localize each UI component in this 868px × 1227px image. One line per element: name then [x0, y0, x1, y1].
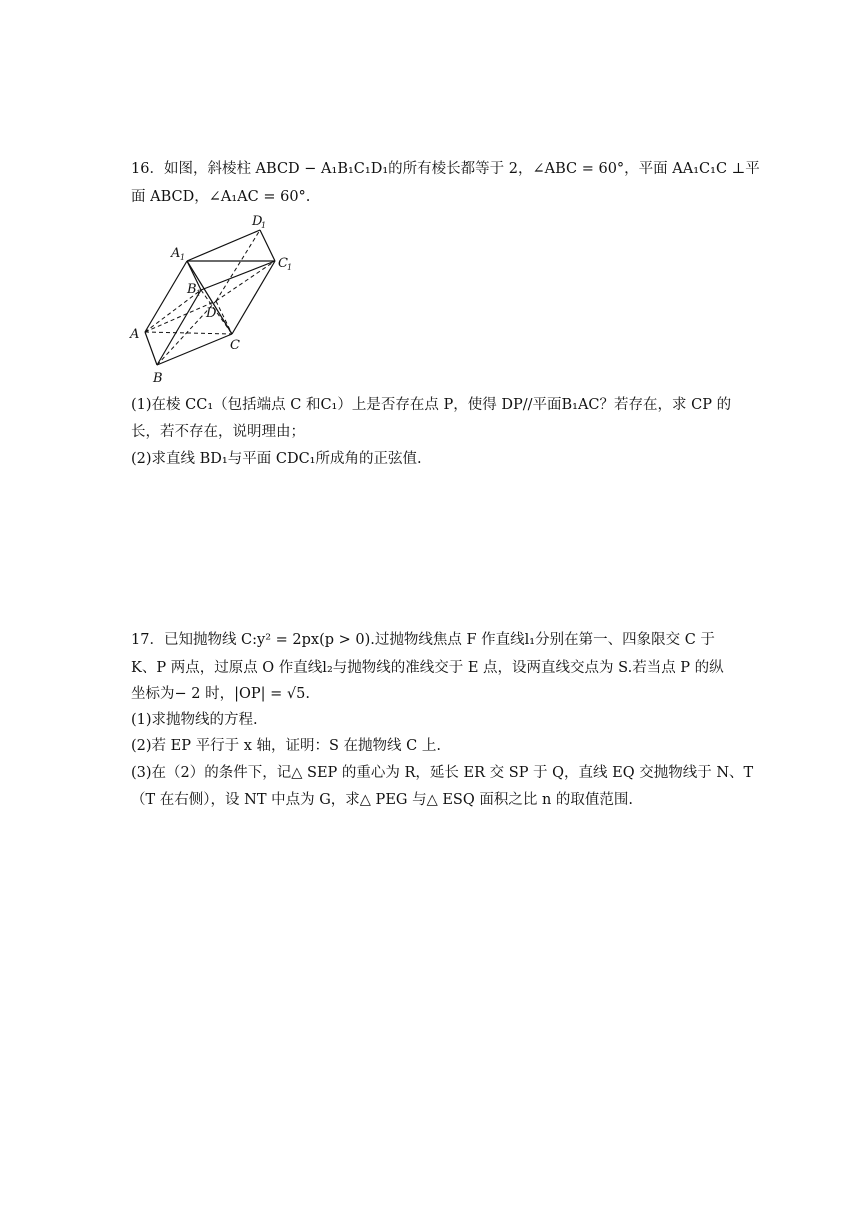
label-C: C: [230, 338, 240, 353]
problem-17-statement-line-2: K、P 两点，过原点 O 作直线l₂与抛物线的准线交于 E 点，设两直线交点为 S.若当点 P 的纵: [131, 660, 724, 676]
edge-DC: [216, 301, 232, 334]
label-D: D: [206, 306, 217, 321]
label-A1: A: [171, 246, 181, 261]
prism-figure: [128, 205, 308, 390]
label-D1-sub: 1: [261, 221, 267, 230]
problem-17-statement-line-3: 坐标为− 2 时，|OP| = √5.: [131, 686, 310, 702]
label-A: A: [130, 327, 140, 342]
problem-17-part-3-line-1: (3)在（2）的条件下，记△ SEP 的重心为 R，延长 ER 交 SP 于 Q，直线 EQ 交抛物线于 N、T: [131, 765, 754, 781]
edge-DD1: [216, 230, 260, 301]
label-C1-sub: 1: [287, 263, 293, 272]
edge-AB: [145, 332, 157, 365]
problem-16-part-1-line-2: 长，若不存在，说明理由；: [131, 424, 305, 440]
problem-17-statement-line-1: 17．已知抛物线 C:y² = 2px(p > 0).过抛物线焦点 F 作直线l₁分别在第一、四象限交 C 于: [131, 632, 715, 648]
problem-16-statement-line-2: 面 ABCD，∠A₁AC = 60°.: [131, 189, 311, 205]
edge-B1C1: [201, 261, 275, 290]
label-B1: B: [187, 282, 197, 297]
problem-17-part-3-line-2: （T 在右侧），设 NT 中点为 G，求△ PEG 与△ ESQ 面积之比 n 的取值范围.: [131, 792, 634, 808]
edge-C1D1: [260, 230, 275, 261]
edge-D1A1: [187, 230, 260, 261]
edge-BC: [157, 334, 232, 365]
problem-16-part-1-line-1: (1)在棱 CC₁（包括端点 C 和C₁）上是否存在点 P，使得 DP//平面B₁AC？若存在，求 CP 的: [131, 397, 732, 413]
label-B: B: [153, 371, 163, 386]
label-A1-sub: 1: [180, 253, 186, 262]
problem-17-part-1: (1)求抛物线的方程.: [131, 712, 258, 728]
diag-AC: [145, 332, 232, 334]
label-D1: D: [252, 214, 263, 229]
label-B1-sub: 1: [196, 289, 202, 298]
edge-AA1: [145, 261, 187, 332]
problem-16-part-2: (2)求直线 BD₁与平面 CDC₁所成角的正弦值.: [131, 451, 422, 467]
problem-17-part-2: (2)若 EP 平行于 x 轴，证明：S 在抛物线 C 上.: [131, 738, 441, 754]
label-C1: C: [278, 256, 288, 271]
diag-A1C: [187, 261, 232, 334]
problem-16-statement-line-1: 16．如图，斜棱柱 ABCD − A₁B₁C₁D₁的所有棱长都等于 2，∠ABC = 60°，平面 AA₁C₁C ⊥平: [131, 161, 760, 177]
edge-CC1: [232, 261, 275, 334]
